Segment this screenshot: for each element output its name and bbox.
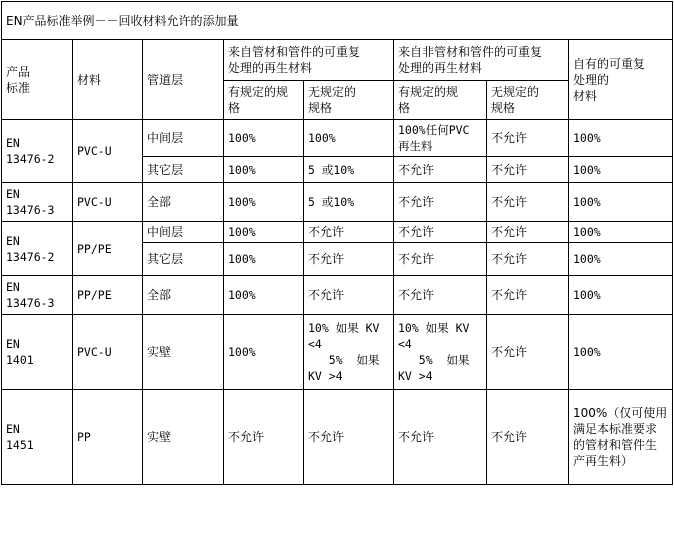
cell-self: 100%	[569, 183, 673, 222]
cell-own-specified: 不允许	[224, 390, 304, 485]
cell-own-specified: 100%	[224, 222, 304, 243]
cell-foreign-unspecified: 不允许	[487, 276, 569, 315]
cell-material: PVC-U	[73, 183, 143, 222]
cell-foreign-specified: 不允许	[394, 276, 487, 315]
cell-self: 100%	[569, 222, 673, 243]
cell-foreign-unspecified: 不允许	[487, 222, 569, 243]
cell-own-unspecified: 5 或10%	[304, 157, 394, 183]
header-foreign-specified: 有规定的规 格	[394, 81, 487, 120]
cell-foreign-unspecified: 不允许	[487, 183, 569, 222]
cell-material: PVC-U	[73, 315, 143, 390]
cell-own-unspecified: 不允许	[304, 243, 394, 276]
table-row	[2, 183, 673, 222]
table-title: EN产品标准举例－－回收材料允许的添加量	[2, 2, 673, 40]
cell-own-specified: 100%	[224, 120, 304, 157]
cell-layer: 全部	[143, 183, 224, 222]
cell-layer: 其它层	[143, 243, 224, 276]
cell-standard: EN 13476-2	[2, 222, 73, 276]
table-row	[2, 390, 673, 485]
cell-foreign-specified: 10% 如果 KV <4 5% 如果 KV >4	[394, 315, 487, 390]
cell-standard: EN 1401	[2, 315, 73, 390]
cell-own-specified: 100%	[224, 315, 304, 390]
cell-layer: 实壁	[143, 390, 224, 485]
header-own-unspecified: 无规定的 规格	[304, 81, 394, 120]
cell-self: 100%	[569, 120, 673, 157]
table-row	[2, 222, 673, 243]
header-foreign-recycled: 来自非管材和管件的可重复 处理的再生材料	[394, 40, 569, 81]
cell-self: 100%	[569, 276, 673, 315]
cell-foreign-unspecified: 不允许	[487, 120, 569, 157]
cell-standard: EN 1451	[2, 390, 73, 485]
cell-foreign-unspecified: 不允许	[487, 315, 569, 390]
cell-own-unspecified: 10% 如果 KV <4 5% 如果 KV >4	[304, 315, 394, 390]
cell-layer: 实壁	[143, 315, 224, 390]
header-self-reprocessable: 自有的可重复 处理的 材料	[569, 40, 673, 120]
cell-own-unspecified: 5 或10%	[304, 183, 394, 222]
cell-foreign-specified: 不允许	[394, 183, 487, 222]
cell-foreign-specified: 不允许	[394, 222, 487, 243]
cell-foreign-unspecified: 不允许	[487, 157, 569, 183]
header-material: 材料	[73, 40, 143, 120]
cell-foreign-specified: 100%任何PVC 再生料	[394, 120, 487, 157]
header-own-recycled: 来自管材和管件的可重复 处理的再生材料	[224, 40, 394, 81]
cell-foreign-unspecified: 不允许	[487, 390, 569, 485]
header-row-1	[2, 40, 673, 81]
cell-material: PP/PE	[73, 222, 143, 276]
cell-material: PP/PE	[73, 276, 143, 315]
table-row	[2, 120, 673, 157]
cell-own-unspecified: 不允许	[304, 390, 394, 485]
title-row	[2, 2, 673, 40]
cell-own-unspecified: 不允许	[304, 276, 394, 315]
cell-standard: EN 13476-3	[2, 183, 73, 222]
cell-self: 100%	[569, 243, 673, 276]
cell-own-unspecified: 100%	[304, 120, 394, 157]
cell-self: 100%（仅可使用满足本标准要求的管材和管件生产再生料）	[569, 390, 673, 485]
cell-layer: 中间层	[143, 222, 224, 243]
cell-foreign-specified: 不允许	[394, 390, 487, 485]
cell-own-specified: 100%	[224, 243, 304, 276]
table-row	[2, 276, 673, 315]
cell-standard: EN 13476-2	[2, 120, 73, 183]
cell-self: 100%	[569, 315, 673, 390]
cell-layer: 中间层	[143, 120, 224, 157]
header-standard: 产品 标准	[2, 40, 73, 120]
header-foreign-unspecified: 无规定的 规格	[487, 81, 569, 120]
cell-own-specified: 100%	[224, 276, 304, 315]
cell-foreign-specified: 不允许	[394, 157, 487, 183]
cell-layer: 其它层	[143, 157, 224, 183]
cell-standard: EN 13476-3	[2, 276, 73, 315]
cell-own-unspecified: 不允许	[304, 222, 394, 243]
recycled-material-table	[1, 1, 673, 485]
cell-material: PVC-U	[73, 120, 143, 183]
table-row	[2, 315, 673, 390]
cell-self: 100%	[569, 157, 673, 183]
cell-layer: 全部	[143, 276, 224, 315]
cell-material: PP	[73, 390, 143, 485]
cell-own-specified: 100%	[224, 183, 304, 222]
cell-foreign-specified: 不允许	[394, 243, 487, 276]
header-own-specified: 有规定的规 格	[224, 81, 304, 120]
cell-own-specified: 100%	[224, 157, 304, 183]
header-layer: 管道层	[143, 40, 224, 120]
cell-foreign-unspecified: 不允许	[487, 243, 569, 276]
